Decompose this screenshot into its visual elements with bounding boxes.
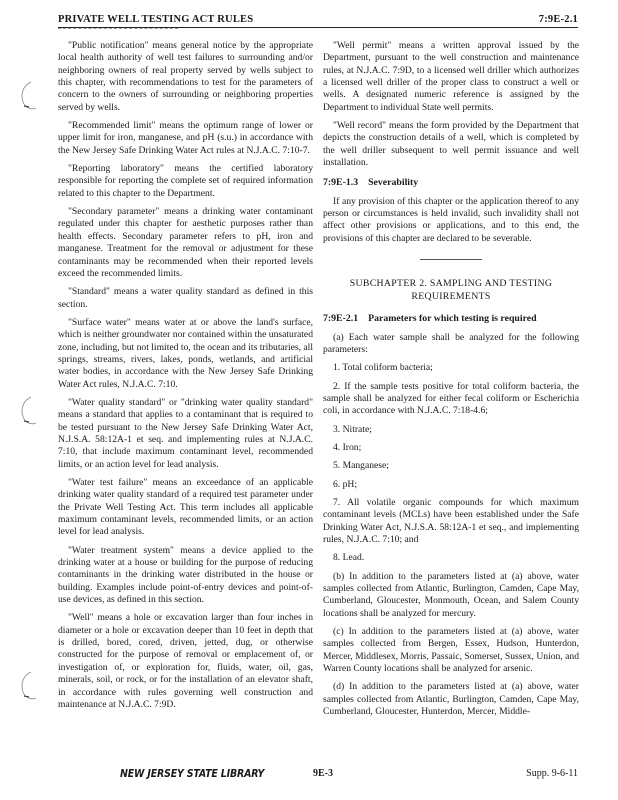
library-stamp: NEW JERSEY STATE LIBRARY — [120, 768, 265, 780]
list-item: 8. Lead. — [333, 552, 365, 564]
left-column — [58, 40, 313, 717]
list-item: 2. If the sample tests positive for total coliform bacteria, the sample shall be analyzed for either fecal coliform or Escherichia coli, in accordance with N.J.A.C. 7:18-4.6; — [323, 380, 579, 417]
list-item: 3. Nitrate; — [333, 423, 372, 435]
section-heading-parameters — [323, 313, 579, 325]
definition-well-record: "Well record" means the form provided by the Department that depicts the construction details of a well, which is completed by the well driller subsequent to well permit issuance and well installation. — [323, 120, 579, 169]
definition-standard: "Standard" means a water quality standard as defined in this section. — [58, 286, 313, 310]
binder-hole-mark — [16, 393, 38, 427]
definition-reporting-laboratory: "Reporting laboratory" means the certified laboratory responsible for reporting the complete set of required information related to this chapter to the Department. — [58, 163, 313, 199]
definition-surface-water: "Surface water" means water at or above the land's surface, which is neither groundwater nor contained within the unsaturated zone, including, but not limited to, the ocean and its tributaries, all springs, streams, rivers, lakes, ponds, wetlands, and artificial water bodies, in accordance with the New Jersey Safe Drinking Water Act rules, N.J.A.C. 7:10. — [58, 316, 313, 390]
definition-well: "Well" means a hole or excavation larger than four inches in diameter or a hole or excavation deeper than 10 feet in depth that is drilled, bored, cored, driven, jetted, dug, or otherwise constructed for the purpose of removal or emplacement of, or investigation of, or exploration for, fluids, water, oil, gas, minerals, soil, or rock, or for the installation of an elevator shaft, in accordance with rules governing well construction and maintenance at N.J.A.C. 7:9D. — [58, 612, 313, 710]
definition-water-test-failure: "Water test failure" means an exceedance of an applicable drinking water quality standard of a required test parameter under the Private Well Testing Act. This term includes all applicable maximum contaminant levels, recommended limits, or an action level for lead analysis. — [58, 477, 313, 538]
definition-well-permit: "Well permit" means a written approval issued by the Department, pursuant to the well construction and maintenance rules, at N.J.A.C. 7:9D, to a licensed well driller which authorizes a licensed well driller of the proper class to construct a well or wells. A designated numeric reference is assigned by the Department to individual State well permits. — [323, 40, 579, 113]
section-heading-severability — [323, 177, 579, 189]
paragraph-b: (b) In addition to the parameters listed at (a) above, water samples collected from Atlantic, Burlington, Camden, Cape May, Cumberland, Gloucester, Monmouth, Ocean, and Salem County locations shall be analyzed for mercury. — [323, 570, 579, 619]
definition-water-quality-standard: "Water quality standard" or "drinking water quality standard" means a standard that applies to a contaminant that is required to be tested pursuant to the New Jersey Safe Drinking Water Act, N.J.S.A. 58:12A-1 et seq. and implementing rules at N.J.A.C. 7:10, that include maximum contaminant level, recommended limits, or an action level for lead analysis. — [58, 396, 313, 470]
definition-water-treatment-system: "Water treatment system" means a device applied to the drinking water at a house or building for the purpose of reducing contaminants in the drinking water distributed in the house or building. Examples include point-of-entry devices and point-of-use devices, as defined in this section. — [58, 544, 313, 606]
header-section: 7:9E-2.1 — [538, 14, 578, 25]
list-item: 4. Iron; — [333, 441, 362, 453]
definition-public-notification: "Public notification" means general notice by the appropriate local health authority of well test failures to surrounding and/or neighboring owners of real property served by wells subject to this chapter, with recommendations to test for the parameters of concern to the owners of surrounding or neighboring properties served by wells. — [58, 40, 313, 113]
paragraph-c: (c) In addition to the parameters listed at (a) above, water samples collected from Bergen, Essex, Hudson, Hunterdon, Mercer, Middlesex, Morris, Passaic, Somerset, Sussex, Union, and Warren County locations shall be analyzed for arsenic. — [323, 626, 579, 675]
header-title: PRIVATE WELL TESTING ACT RULES — [58, 14, 254, 25]
section-number: 7:9E-2.1 — [323, 313, 359, 325]
section-number: 7:9E-1.3 — [323, 177, 359, 189]
section-title: Parameters for which testing is required — [368, 313, 537, 325]
paragraph-a: (a) Each water sample shall be analyzed for the following parameters: — [323, 331, 579, 355]
supplement-date: Supp. 9-6-11 — [526, 768, 578, 779]
list-item: 1. Total coliform bacteria; — [333, 362, 433, 374]
definition-secondary-parameter: "Secondary parameter" means a drinking water contaminant regulated under this chapter for aesthetic purposes rather than health effects. Secondary parameter refers to pH, iron and manganese. Treatment for the removal or adjustment for these contaminants may be recommended when their reported levels exceed the recommended limits. — [58, 206, 313, 279]
header-rule — [58, 28, 178, 29]
list-item: 6. pH; — [333, 478, 357, 490]
subchapter-line-1: SUBCHAPTER 2. SAMPLING AND TESTING — [349, 278, 553, 290]
severability-text: If any provision of this chapter or the application thereof to any person or circumstances is held invalid, such invalidity shall not affect other provisions or applications, and to this end, the provisions of this chapter are declared to be severable. — [323, 195, 579, 244]
binder-hole-mark — [16, 78, 38, 112]
right-column — [323, 40, 579, 724]
section-divider — [420, 259, 482, 260]
list-item: 7. All volatile organic compounds for which maximum contaminant levels (MCLs) have been established under the Safe Drinking Water Act, N.J.S.A. 58:12A-1 et seq., and implementing rules, N.J.A.C. 7:10; and — [323, 496, 579, 545]
paragraph-d: (d) In addition to the parameters listed at (a) above, water samples collected from Atlantic, Burlington, Camden, Cape May, Cumberland, Gloucester, Hunterdon, Mercer, Middle- — [323, 681, 579, 718]
running-header — [58, 5, 578, 28]
definition-recommended-limit: "Recommended limit" means the optimum range of lower or upper limit for iron, manganese, and pH (s.u.) in accordance with the New Jersey Safe Drinking Water Act rules at N.J.A.C. 7:10-7. — [58, 120, 313, 156]
subchapter-line-2: REQUIREMENTS — [411, 290, 491, 302]
section-title: Severability — [368, 177, 419, 189]
binder-hole-mark — [16, 668, 38, 702]
subchapter-heading — [323, 278, 579, 303]
page-number: 9E-3 — [313, 768, 333, 779]
list-item: 5. Manganese; — [333, 460, 389, 472]
